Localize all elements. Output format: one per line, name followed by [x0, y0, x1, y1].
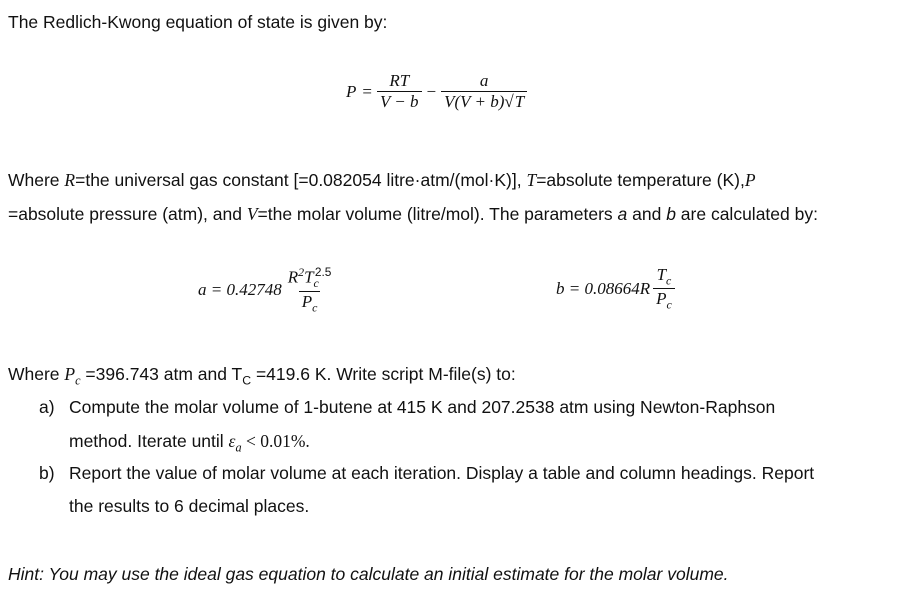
sqrt-icon: √	[504, 91, 514, 111]
list-item-b-label: b)	[39, 463, 55, 483]
list-item-a-label: a)	[39, 397, 55, 417]
param-b-num-T: T	[656, 265, 667, 284]
where1-var-a: a	[617, 204, 628, 224]
where1-text-c: =absolute temperature (K),	[536, 170, 745, 190]
list-item-a-text-1: Compute the molar volume of 1-butene at 415 K and 207.2538 atm using Newton-Raphson	[69, 397, 776, 417]
list-item-b-text-2: the results to 6 decimal places.	[69, 496, 310, 516]
where1-text-d: =absolute pressure (atm), and	[8, 204, 247, 224]
where1-text-b: =the universal gas constant [=0.082054 litre·atm/(mol·K)],	[75, 170, 527, 190]
param-a-den-P: P	[301, 291, 313, 311]
eq-fraction-2	[441, 72, 527, 112]
hint-text: Hint: You may use the ideal gas equation to calculate an initial estimate for the molar volume.	[8, 564, 729, 584]
param-a-num-R-sup: 2	[298, 265, 305, 279]
param-a-den	[299, 291, 321, 314]
eq-frac2-den	[441, 91, 527, 112]
param-b-den-P-sub: c	[666, 297, 672, 312]
param-a-num	[285, 266, 335, 291]
where-line-2	[8, 204, 818, 225]
param-a-equation	[198, 266, 337, 314]
list-item-b-text-1: Report the value of molar volume at each iteration. Display a table and column headings. Report	[69, 463, 815, 483]
param-a-num-T-sub: c	[313, 276, 319, 291]
eq-fraction-1	[377, 72, 422, 112]
where1-text-f: are calculated by:	[675, 204, 818, 224]
where-critical-line	[8, 364, 516, 389]
param-a-num-R: R	[287, 267, 299, 287]
eq-frac2-den-prefix: V(V + b)	[444, 91, 505, 111]
eq-equals: =	[362, 81, 372, 101]
where1-text-and: and	[627, 204, 667, 224]
list-item-a-text-2: method. Iterate until	[69, 431, 229, 451]
eq-lhs: P	[346, 81, 357, 101]
param-b-fraction	[653, 266, 675, 311]
where2-var-Tc-sub: C	[242, 373, 252, 388]
param-b-den-P: P	[656, 288, 667, 308]
eq-frac1-den: V − b	[377, 91, 422, 112]
param-a-num-T-sup: 2.5	[314, 265, 332, 279]
where1-text-e: =the molar volume (litre/mol). The parameters	[257, 204, 618, 224]
list-item-a-line-2	[69, 431, 310, 456]
eq-frac1-num: RT	[389, 71, 410, 90]
where1-var-T: T	[526, 170, 537, 190]
where2-text-b: =396.743 atm and T	[80, 364, 243, 384]
where1-var-R: R	[64, 170, 76, 190]
where2-text-c: =419.6 K. Write script M-file(s) to:	[251, 364, 516, 384]
param-b-equation	[556, 266, 678, 311]
param-b-den	[653, 288, 675, 311]
where2-var-Pc: P	[64, 364, 76, 384]
intro-text: The Redlich-Kwong equation of state is given by:	[8, 12, 388, 32]
where1-text-a: Where	[8, 170, 65, 190]
list-item-b-line-1	[39, 463, 814, 484]
list-item-a-epsilon: ε	[228, 431, 236, 451]
list-item-b-line-2	[69, 496, 309, 517]
param-a-fraction	[285, 266, 335, 314]
list-item-a-epsilon-sub: a	[235, 440, 242, 455]
param-a-lhs: a = 0.42748	[198, 280, 282, 300]
eq-minus: −	[426, 81, 437, 101]
redlich-kwong-equation	[346, 72, 530, 112]
where1-var-P: P	[744, 170, 756, 190]
where1-var-V: V	[246, 204, 258, 224]
param-a-den-P-sub: c	[312, 299, 318, 314]
param-a-num-T: T	[304, 267, 314, 287]
where-line-1	[8, 170, 756, 191]
where2-text-a: Where	[8, 364, 65, 384]
eq-sqrt-arg: T	[514, 91, 525, 111]
eq-frac2-num: a	[479, 71, 489, 90]
param-b-num	[654, 266, 675, 288]
list-item-a-ineq: < 0.01%.	[241, 431, 310, 451]
where1-var-b: b	[666, 204, 676, 224]
list-item-a-line-1	[39, 397, 775, 418]
param-b-num-T-sub: c	[666, 273, 672, 288]
param-b-lhs: b = 0.08664R	[556, 278, 651, 298]
where2-var-Pc-sub: c	[75, 373, 81, 388]
